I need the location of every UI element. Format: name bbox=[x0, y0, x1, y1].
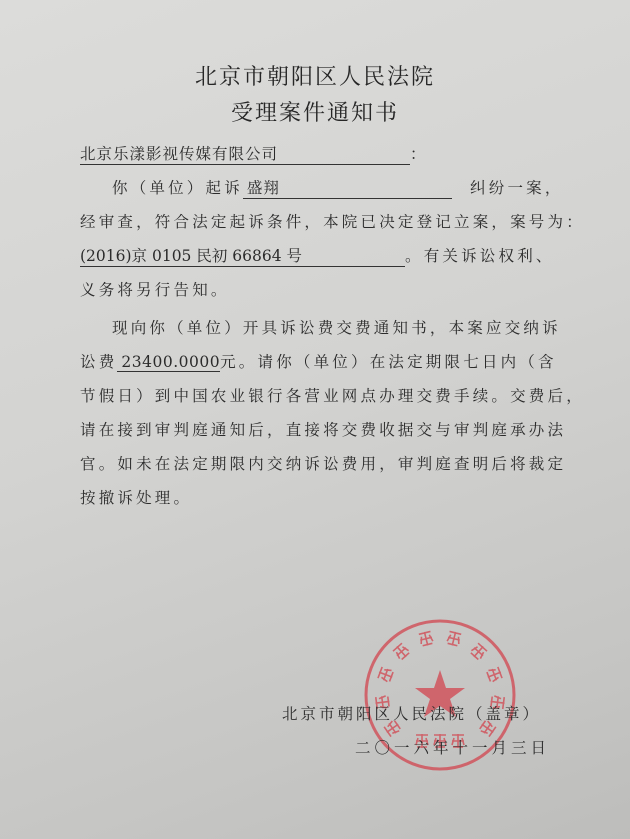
para1-line2: 经审查，符合法定起诉条件，本院已决定登记立案，案号为： bbox=[80, 213, 585, 231]
seal-glyph-mark bbox=[377, 667, 394, 683]
court-name: 北京市朝阳区人民法院 bbox=[194, 65, 435, 90]
fee-suffix: 元。请你（单位）在法定期限七日内（含 bbox=[220, 353, 557, 371]
seal-glyph-mark bbox=[446, 630, 461, 646]
para1-line3 bbox=[80, 244, 555, 267]
case-number: (2016)京 0105 民初 66864 号 bbox=[80, 244, 405, 267]
recipient-name: 北京乐漾影视传媒有限公司 bbox=[80, 142, 410, 165]
fee-amount: 23400.0000 bbox=[117, 353, 220, 372]
document-title: 受理案件通知书 bbox=[230, 101, 399, 126]
para2-line3: 节假日）到中国农业银行各营业网点办理交费手续。交费后， bbox=[80, 387, 585, 405]
issue-date: 二〇一六年十一月三日 bbox=[355, 739, 551, 757]
defendant-name: 盛翔 bbox=[243, 176, 452, 199]
seal-glyph-mark bbox=[469, 642, 487, 660]
para1-suffix: 纠纷一案， bbox=[470, 179, 564, 197]
issuer-signature: 北京市朝阳区人民法院（盖章） bbox=[282, 705, 542, 723]
seal-glyph-mark bbox=[486, 667, 503, 683]
para1-line4: 义务将另行告知。 bbox=[80, 281, 230, 299]
para2-line4: 请在接到审判庭通知后，直接将交费收据交与审判庭承办法 bbox=[80, 421, 567, 439]
colon: ： bbox=[410, 145, 427, 163]
para1-prefix: 你（单位）起诉 bbox=[112, 179, 243, 197]
recipient-line bbox=[80, 142, 426, 165]
para1-line3-suffix: 。有关诉讼权利、 bbox=[405, 247, 555, 265]
para2-line5: 官。如未在法定期限内交纳诉讼费用，审判庭查明后将裁定 bbox=[80, 455, 567, 473]
para1-line1 bbox=[112, 176, 564, 199]
para2-line2 bbox=[80, 350, 557, 372]
para2-line6: 按撤诉处理。 bbox=[80, 489, 193, 507]
seal-glyph-mark bbox=[419, 630, 434, 646]
seal-glyph-mark bbox=[392, 642, 410, 660]
para2-line1: 现向你（单位）开具诉讼费交费通知书，本案应交纳诉 bbox=[112, 319, 561, 337]
fee-prefix: 讼费 bbox=[80, 353, 118, 371]
